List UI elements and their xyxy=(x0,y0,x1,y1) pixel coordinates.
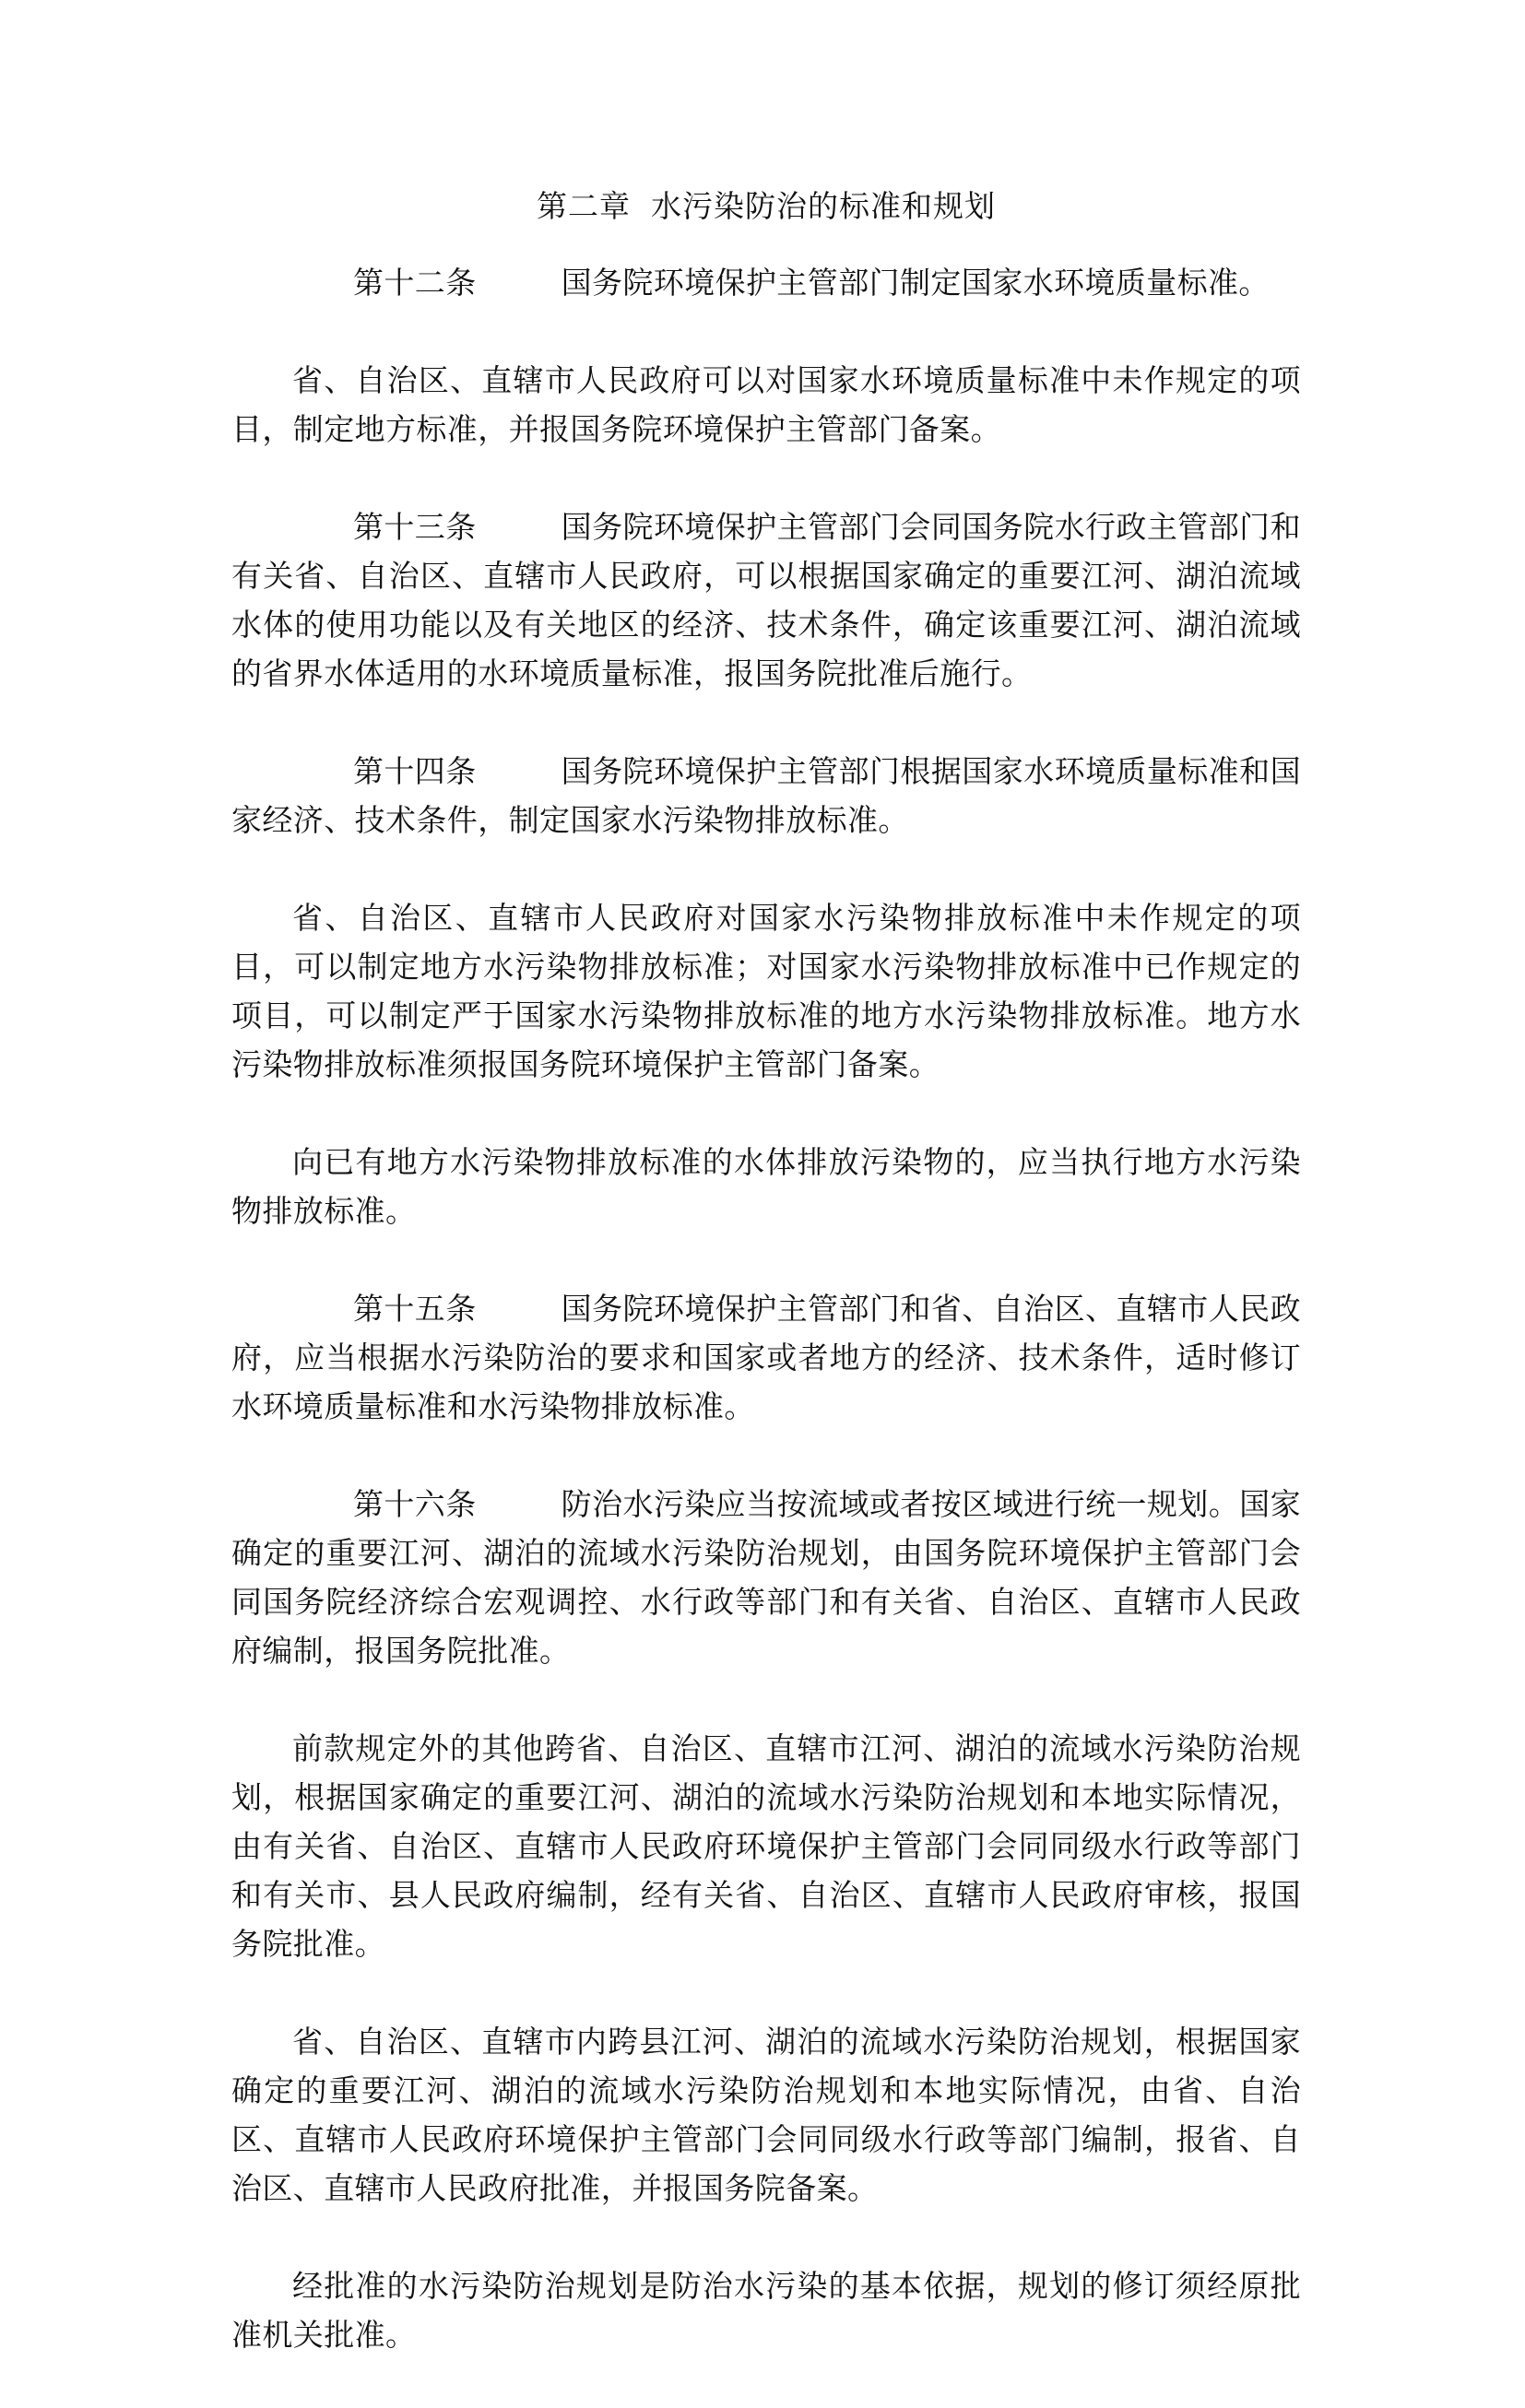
chapter-heading xyxy=(231,181,1301,232)
article-15-paragraph xyxy=(231,1284,1301,1431)
article-number: 第十五条 xyxy=(353,1291,477,1327)
paragraph-text: 国务院环境保护主管部门和省、自治区、直辖市人民政府，应当根据水污染防治的要求和国家或者地方的经济、技术条件，适时修订水环境质量标准和水污染物排放标准。 xyxy=(231,1291,1301,1424)
document-page xyxy=(231,181,1301,2408)
article-12-paragraph xyxy=(231,258,1301,307)
paragraph-text: 向已有地方水污染物排放标准的水体排放污染物的，应当执行地方水污染物排放标准。 xyxy=(231,1144,1301,1229)
paragraph-text: 国务院环境保护主管部门根据国家水环境质量标准和国家经济、技术条件，制定国家水污染物排放标准。 xyxy=(231,753,1301,838)
paragraph-text: 前款规定外的其他跨省、自治区、直辖市江河、湖泊的流域水污染防治规划，根据国家确定的重要江河、湖泊的流域水污染防治规划和本地实际情况，由有关省、自治区、直辖市人民政府环境保护主管部门会同同级水行政等部门和有关市、县人民政府编制，经有关省、自治区、直辖市人民政府审核，报国务院批准。 xyxy=(231,1730,1301,1962)
paragraph-text: 省、自治区、直辖市人民政府对国家水污染物排放标准中未作规定的项目，可以制定地方水污染物排放标准；对国家水污染物排放标准中已作规定的项目，可以制定严于国家水污染物排放标准的地方水污染物排放标准。地方水污染物排放标准须报国务院环境保护主管部门备案。 xyxy=(231,900,1301,1082)
article-13-paragraph xyxy=(231,502,1301,698)
article-number: 第十二条 xyxy=(353,265,477,301)
article-number: 第十六条 xyxy=(353,1486,477,1522)
paragraph-text: 防治水污染应当按流域或者按区域进行统一规划。国家确定的重要江河、湖泊的流域水污染防治规划，由国务院环境保护主管部门会同国务院经济综合宏观调控、水行政等部门和有关省、自治区、直辖市人民政府编制，报国务院批准。 xyxy=(231,1486,1301,1669)
paragraph-text: 国务院环境保护主管部门会同国务院水行政主管部门和有关省、自治区、直辖市人民政府，可以根据国家确定的重要江河、湖泊流域水体的使用功能以及有关地区的经济、技术条件，确定该重要江河、湖泊流域的省界水体适用的水环境质量标准，报国务院批准后施行。 xyxy=(231,509,1301,691)
article-16-clause-2 xyxy=(231,1724,1301,1968)
paragraph-text: 国务院环境保护主管部门制定国家水环境质量标准。 xyxy=(561,265,1270,301)
article-14-clause-2 xyxy=(231,893,1301,1089)
article-16-clause-4 xyxy=(231,2261,1301,2359)
article-number: 第十四条 xyxy=(353,753,477,789)
article-16-paragraph xyxy=(231,1480,1301,1675)
paragraph-text: 经批准的水污染防治规划是防治水污染的基本依据，规划的修订须经原批准机关批准。 xyxy=(231,2268,1301,2353)
article-12-clause-2 xyxy=(231,356,1301,454)
paragraph-text: 省、自治区、直辖市内跨县江河、湖泊的流域水污染防治规划，根据国家确定的重要江河、湖泊的流域水污染防治规划和本地实际情况，由省、自治区、直辖市人民政府环境保护主管部门会同同级水行政等部门编制，报省、自治区、直辖市人民政府批准，并报国务院备案。 xyxy=(231,2024,1301,2206)
chapter-title-text: 水污染防治的标准和规划 xyxy=(651,188,996,224)
chapter-number: 第二章 xyxy=(537,188,631,224)
article-14-paragraph xyxy=(231,747,1301,844)
article-16-clause-3 xyxy=(231,2017,1301,2213)
paragraph-text: 省、自治区、直辖市人民政府可以对国家水环境质量标准中未作规定的项目，制定地方标准，并报国务院环境保护主管部门备案。 xyxy=(231,362,1301,447)
article-14-clause-3 xyxy=(231,1138,1301,1235)
article-number: 第十三条 xyxy=(353,509,477,545)
